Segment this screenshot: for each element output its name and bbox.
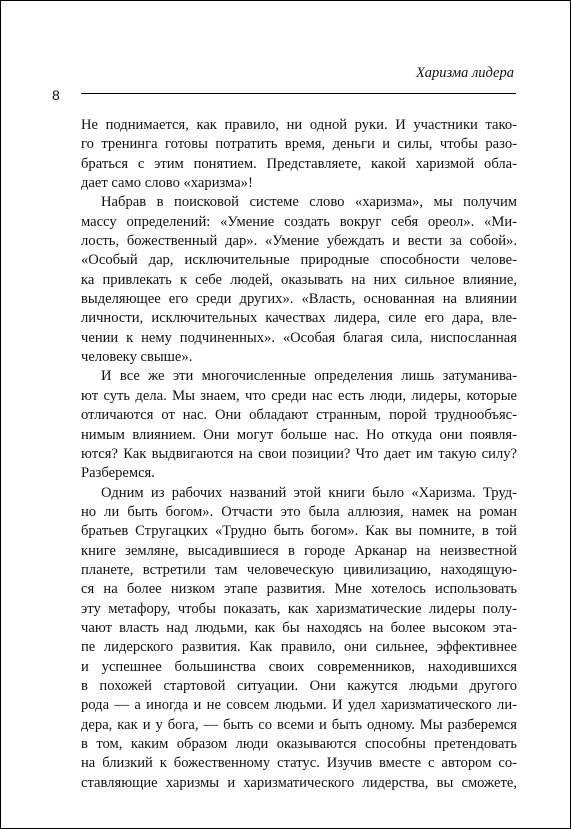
text-line: на близкий к божественному статус. Изучив вместе с автором со- <box>81 755 517 772</box>
text-line: отличаются от нас. Они обладают странным, порой труднообъяс- <box>81 407 517 424</box>
text-line: «Особый дар, исключительные природные способности челове- <box>81 252 517 269</box>
page-number: 8 <box>52 87 60 103</box>
text-line: Одним из рабочих названий этой книги было «Харизма. Труд- <box>101 484 517 501</box>
text-line: дера, как и у бога, — быть со всеми и быть одному. Мы разберемся <box>81 716 517 733</box>
text-line: в том, каким образом люди оказываются способны претендовать <box>81 736 517 752</box>
text-line: Набрав в поисковой системе слово «харизма», мы получим <box>101 194 517 211</box>
text-line: личности, исключительных качествах лидера, силе его дара, вле- <box>81 310 517 327</box>
header-rule <box>81 93 516 94</box>
text-line: Не поднимается, как правило, ни одной руки. И участники тако- <box>81 117 517 133</box>
text-line: чении к нему подчиненных». «Особая благая сила, ниспосланная <box>81 329 517 346</box>
text-line: ставляющие харизмы и харизматического лидерства, вы сможете, <box>81 774 517 791</box>
text-line: братьев Стругацких «Трудно быть богом». Как вы помните, в той <box>81 523 517 540</box>
text-line: рода — а иногда и не совсем людьми. И удел харизматического ли- <box>81 697 517 714</box>
text-line: Разберемся. <box>81 465 155 482</box>
text-line: в похожей стартовой ситуации. Они кажутся людьми другого <box>81 677 517 694</box>
text-line: ются? Как выдвигаются на свои позиции? Что дает им такую силу? <box>81 445 517 462</box>
text-line: пе лидерского развития. Как правило, они сильнее, эффективнее <box>81 639 517 656</box>
text-line: лость, божественный дар». «Умение убеждать и вести за собой». <box>81 233 517 250</box>
text-line: браться с этим понятием. Представляете, какой харизмой обла- <box>81 155 517 172</box>
text-line: выделяющее его среди других». «Власть, основанная на влиянии <box>81 291 517 308</box>
text-line: ка привлекать к себе людей, оказывать на них сильное влияние, <box>81 271 517 288</box>
text-line: человеку свыше». <box>81 349 193 366</box>
text-line: дает само слово «харизма»! <box>81 175 253 192</box>
text-line: ют суть дела. Мы знаем, что среди нас есть люди, лидеры, которые <box>81 387 517 404</box>
text-line: эту метафору, чтобы показать, как харизматические лидеры полу- <box>81 600 517 617</box>
text-line: нимым влиянием. Они могут больше нас. Но откуда они появля- <box>81 426 517 443</box>
text-line: ся на более низком этапе развития. Мне хотелось использовать <box>81 581 517 598</box>
text-line: чают власть над людьми, как бы находясь на более высоком эта- <box>81 619 517 636</box>
text-line: И все же эти многочисленные определения лишь затуманива- <box>101 368 517 385</box>
text-line: книге земляне, высадившиеся в городе Арканар на неизвестной <box>81 542 517 559</box>
text-line: массу определений: «Умение создать вокруг себя ореол». «Ми- <box>81 213 517 230</box>
running-head-title: Харизма лидера <box>415 65 514 81</box>
text-line: планете, встретили там человеческую цивилизацию, находящую- <box>81 561 517 578</box>
body-text <box>81 116 517 793</box>
text-line: и успешнее большинства своих современников, находившихся <box>81 658 517 675</box>
text-line: но ли быть богом». Отчасти это была аллюзия, намек на роман <box>81 503 517 520</box>
text-line: го тренинга готовы потратить время, деньги и силы, чтобы разо- <box>81 136 517 153</box>
